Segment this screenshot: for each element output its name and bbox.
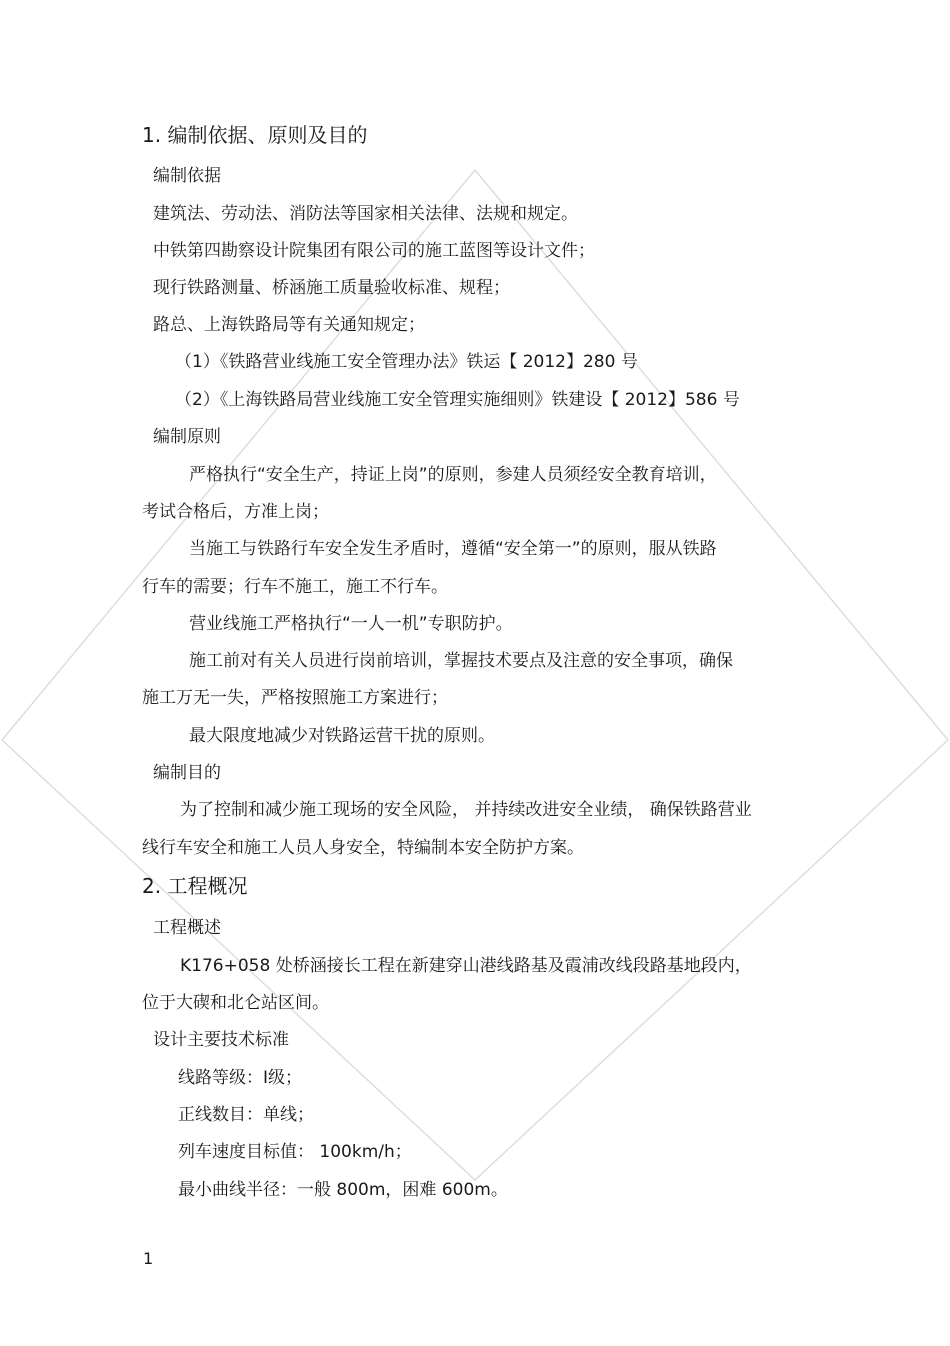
paragraph-line: 位于大碶和北仑站区间。 — [142, 993, 329, 1013]
regulation-item-1: （1）《铁路营业线施工安全管理办法》铁运【 2012】280 号 — [175, 352, 638, 372]
standard-line-speed: 列车速度目标值： 100km/h； — [178, 1142, 412, 1162]
subsection-title-overview: 工程概述 — [153, 918, 221, 938]
paragraph-line: 当施工与铁路行车安全发生矛盾时，遵循“安全第一”的原则，服从铁路 — [189, 539, 717, 559]
paragraph-line: 行车的需要；行车不施工，施工不行车。 — [142, 577, 448, 597]
paragraph-line: K176+058 处桥涵接长工程在新建穿山港线路基及霞浦改线段路基地段内， — [180, 956, 752, 976]
subsection-title-basis: 编制依据 — [153, 166, 221, 186]
paragraph-line: 营业线施工严格执行“一人一机”专职防护。 — [189, 614, 513, 634]
section-heading-1: 1. 编制依据、原则及目的 — [142, 123, 368, 147]
page-number: 1 — [143, 1249, 154, 1268]
paragraph-line: 施工前对有关人员进行岗前培训，掌握技术要点及注意的安全事项，确保 — [189, 651, 733, 671]
section-heading-2: 2. 工程概况 — [142, 874, 248, 898]
paragraph-line: 建筑法、劳动法、消防法等国家相关法律、法规和规定。 — [153, 204, 578, 224]
paragraph-line: 现行铁路测量、桥涵施工质量验收标准、规程； — [153, 278, 510, 298]
standard-line-tracks: 正线数目：单线； — [178, 1105, 314, 1125]
paragraph-line: 施工万无一失，严格按照施工方案进行； — [142, 688, 448, 708]
standard-line-grade: 线路等级：Ⅰ级； — [178, 1068, 303, 1088]
paragraph-line: 为了控制和减少施工现场的安全风险， 并持续改进安全业绩， 确保铁路营业 — [180, 800, 752, 820]
paragraph-line: 路总、上海铁路局等有关通知规定； — [153, 315, 425, 335]
paragraph-line: 最大限度地减少对铁路运营干扰的原则。 — [189, 726, 495, 746]
subsection-title-principles: 编制原则 — [153, 427, 221, 447]
standard-line-radius: 最小曲线半径：一般 800m，困难 600m。 — [178, 1180, 508, 1200]
subsection-title-standards: 设计主要技术标准 — [153, 1030, 289, 1050]
regulation-item-2: （2）《上海铁路局营业线施工安全管理实施细则》铁建设【 2012】586 号 — [175, 390, 740, 410]
paragraph-line: 中铁第四勘察设计院集团有限公司的施工蓝图等设计文件； — [153, 241, 595, 261]
paragraph-line: 严格执行“安全生产，持证上岗”的原则，参建人员须经安全教育培训， — [189, 465, 717, 485]
paragraph-line: 考试合格后，方准上岗； — [142, 502, 329, 522]
subsection-title-purpose: 编制目的 — [153, 763, 221, 783]
paragraph-line: 线行车安全和施工人员人身安全，特编制本安全防护方案。 — [142, 838, 584, 858]
